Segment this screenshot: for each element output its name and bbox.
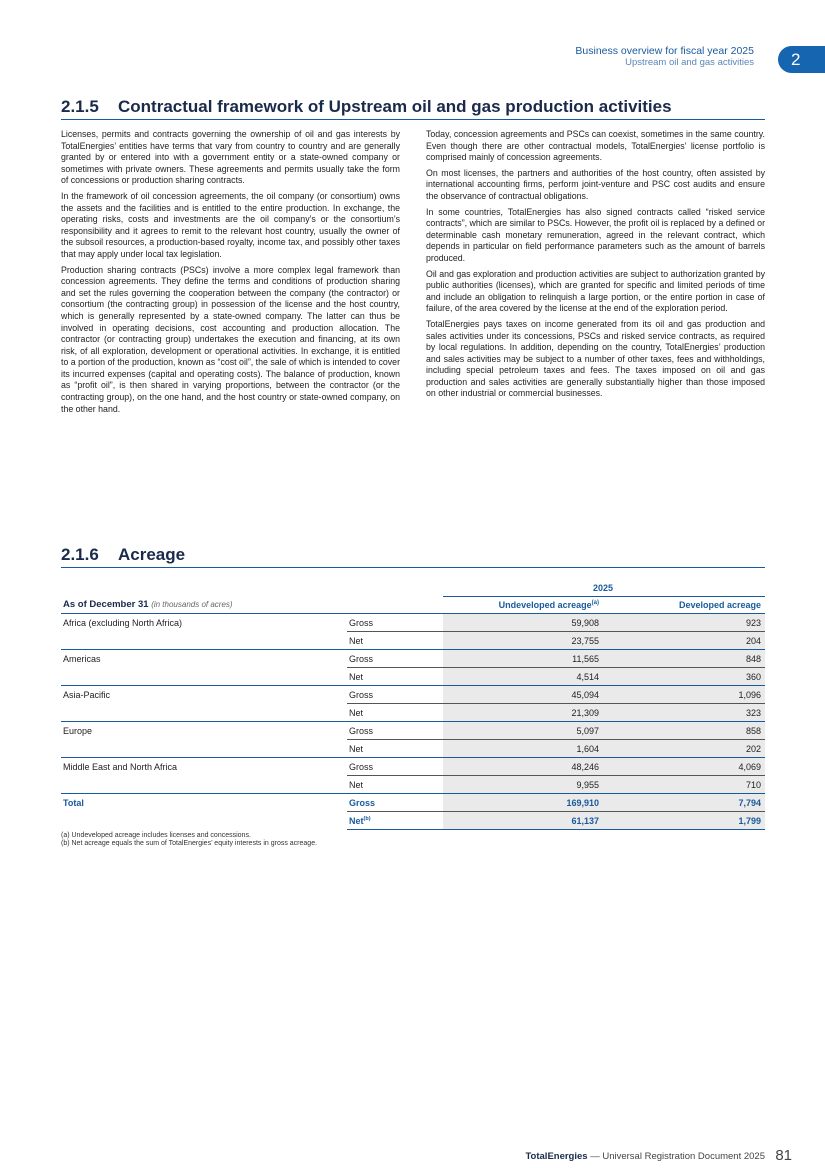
value-cell: 4,069 [603, 758, 765, 776]
type-cell: Gross [347, 650, 443, 668]
footnote-ref: (a) [591, 600, 599, 606]
value-cell: 1,799 [603, 812, 765, 830]
value-cell: 204 [603, 632, 765, 650]
year-header: 2025 [443, 580, 765, 597]
value-cell: 23,755 [443, 632, 603, 650]
table-footnotes [61, 832, 317, 848]
table-row [61, 776, 765, 794]
region-cell: Europe [61, 722, 347, 740]
table-year-row [61, 580, 765, 597]
value-cell: 4,514 [443, 668, 603, 686]
region-cell: Americas [61, 650, 347, 668]
developed-header: Developed acreage [678, 600, 761, 610]
running-header [575, 46, 754, 68]
value-cell: 848 [603, 650, 765, 668]
table-row [61, 614, 765, 632]
chapter-tab: 2 [778, 46, 825, 73]
type-cell: Net [347, 704, 443, 722]
paragraph: TotalEnergies pays taxes on income generated from its oil and gas production and sales activities under its concessions, PSCs and risked service contracts, as required by local regulations. In addition, depending on the country, TotalEnergies’ production and sales activities may be subject to a number of other taxes, fees and withholdings, including special petroleum taxes and fees. The taxes imposed on oil and gas production and sales activities are generally substantially higher than those imposed on other industrial or commercial businesses. [426, 318, 765, 399]
table-row [61, 740, 765, 758]
value-cell: 9,955 [443, 776, 603, 794]
acreage-table [61, 580, 765, 830]
value-cell: 59,908 [443, 614, 603, 632]
value-cell: 21,309 [443, 704, 603, 722]
value-cell: 5,097 [443, 722, 603, 740]
section-heading-2-1-6 [61, 545, 765, 568]
asof-label: As of December 31 [63, 599, 149, 611]
header-subtitle: Upstream oil and gas activities [625, 57, 754, 68]
undeveloped-label: Undeveloped acreage [498, 600, 592, 610]
section-number: 2.1.5 [61, 97, 99, 116]
value-cell: 61,137 [443, 812, 603, 830]
paragraph: Oil and gas exploration and production activities are subject to authorization granted by public authorities (licenses), which are granted for specific and limited periods of time and include an obligation to relinquish a large portion, or the entire portion in case of failure, of the area covered by the license at the end of the exploration period. [426, 268, 765, 314]
value-cell: 710 [603, 776, 765, 794]
table-row [61, 632, 765, 650]
total-row [61, 794, 765, 812]
table-row [61, 758, 765, 776]
left-column [61, 129, 400, 419]
value-cell: 923 [603, 614, 765, 632]
value-cell: 7,794 [603, 794, 765, 812]
value-cell: 169,910 [443, 794, 603, 812]
right-column [426, 129, 765, 404]
page-footer [525, 1151, 765, 1162]
value-cell: 323 [603, 704, 765, 722]
table-row [61, 650, 765, 668]
header-title: Business overview for fiscal year 2025 [575, 45, 754, 57]
total-row [61, 812, 765, 830]
undeveloped-header [443, 597, 603, 614]
type-cell: Net [347, 740, 443, 758]
type-cell: Gross [347, 722, 443, 740]
value-cell: 1,604 [443, 740, 603, 758]
type-cell [347, 812, 443, 830]
section-heading-2-1-5 [61, 97, 765, 120]
table-row [61, 722, 765, 740]
footnote-ref: (b) [363, 815, 371, 822]
region-cell: Middle East and North Africa [61, 758, 347, 776]
type-cell: Gross [347, 686, 443, 704]
section-title: Acreage [118, 545, 186, 564]
footer-brand: TotalEnergies [525, 1151, 588, 1162]
asof-unit: (in thousands of acres) [151, 600, 233, 610]
paragraph: Licenses, permits and contracts governing the ownership of oil and gas interests by TotalEnergies’ entities have terms that vary from country to country and are generally granted by or entered into with a government entity or a state-owned company or sometimes with private owners. These agreements and permits usually take the form of concessions or production sharing contracts. [61, 129, 400, 186]
type-cell: Net [347, 776, 443, 794]
paragraph: Production sharing contracts (PSCs) involve a more complex legal framework than concession agreements. They define the terms and conditions of production sharing and set the rules governing the cooperation between the company (the contractor) or consortium (the contracting group) in possession of the license and the host country, which is generally represented by a state-owned company. The latter can thus be involved in operating decisions, cost accounting and production allocation. The contractor (or contracting group) undertakes the execution and financing, at its own risk, of all exploration, development or operational activities. In exchange, it is entitled to a portion of the production, known as “cost oil”, the sale of which is intended to cover its incurred expenses (capital and operating costs). The balance of production, known as “profit oil”, is then shared in varying proportions, between the contractor (or the contracting group), on the one hand, and the host country or state-owned company, on the other hand. [61, 264, 400, 414]
paragraph: On most licenses, the partners and authorities of the host country, often assisted by international accounting firms, perform joint-venture and PSC cost audits and ensure the observance of contractual obligations. [426, 167, 765, 201]
value-cell: 48,246 [443, 758, 603, 776]
region-cell: Africa (excluding North Africa) [61, 614, 347, 632]
page-number: 81 [775, 1147, 792, 1164]
type-cell: Gross [347, 614, 443, 632]
paragraph: In the framework of oil concession agreements, the oil company (or consortium) owns the assets and the facilities and is entitled to the entire production. In exchange, the operating risks, costs and investments are the oil company’s or the consortium’s responsibility and it agrees to remit to the relevant host country, usually the owner of the subsoil resources, a production-based royalty, income tax, and possibly other taxes that may apply under local tax legislation. [61, 190, 400, 259]
type-cell: Net [347, 668, 443, 686]
value-cell: 1,096 [603, 686, 765, 704]
asof-header [61, 597, 443, 614]
section-number: 2.1.6 [61, 545, 99, 564]
footnote: (a) Undeveloped acreage includes licenses and concessions. [61, 832, 251, 839]
value-cell: 202 [603, 740, 765, 758]
section-title: Contractual framework of Upstream oil and gas production activities [118, 97, 672, 116]
table-row [61, 668, 765, 686]
total-label: Total [61, 794, 347, 812]
type-cell: Gross [347, 794, 443, 812]
paragraph: Today, concession agreements and PSCs can coexist, sometimes in the same country. Even though there are other contractual models, TotalEnergies’ license portfolio is comprised mainly of concession agreements. [426, 129, 765, 163]
table-row [61, 704, 765, 722]
value-cell: 360 [603, 668, 765, 686]
value-cell: 11,565 [443, 650, 603, 668]
paragraph: In some countries, TotalEnergies has also signed contracts called “risked service contracts”, which are similar to PSCs. However, the profit oil is replaced by a defined or determinable cash monetary remuneration, agreed in the relevant contract, which depends in particular on field performance parameters such as the amount of barrels produced. [426, 206, 765, 263]
table-row [61, 686, 765, 704]
type-cell: Net [347, 632, 443, 650]
region-cell: Asia-Pacific [61, 686, 347, 704]
net-label: Net [349, 815, 364, 826]
value-cell: 45,094 [443, 686, 603, 704]
type-cell: Gross [347, 758, 443, 776]
value-cell: 858 [603, 722, 765, 740]
footnote: (b) Net acreage equals the sum of TotalEnergies’ equity interests in gross acreage. [61, 840, 318, 848]
footer-text: — Universal Registration Document 2025 [587, 1151, 765, 1162]
table-header-row [61, 597, 765, 614]
